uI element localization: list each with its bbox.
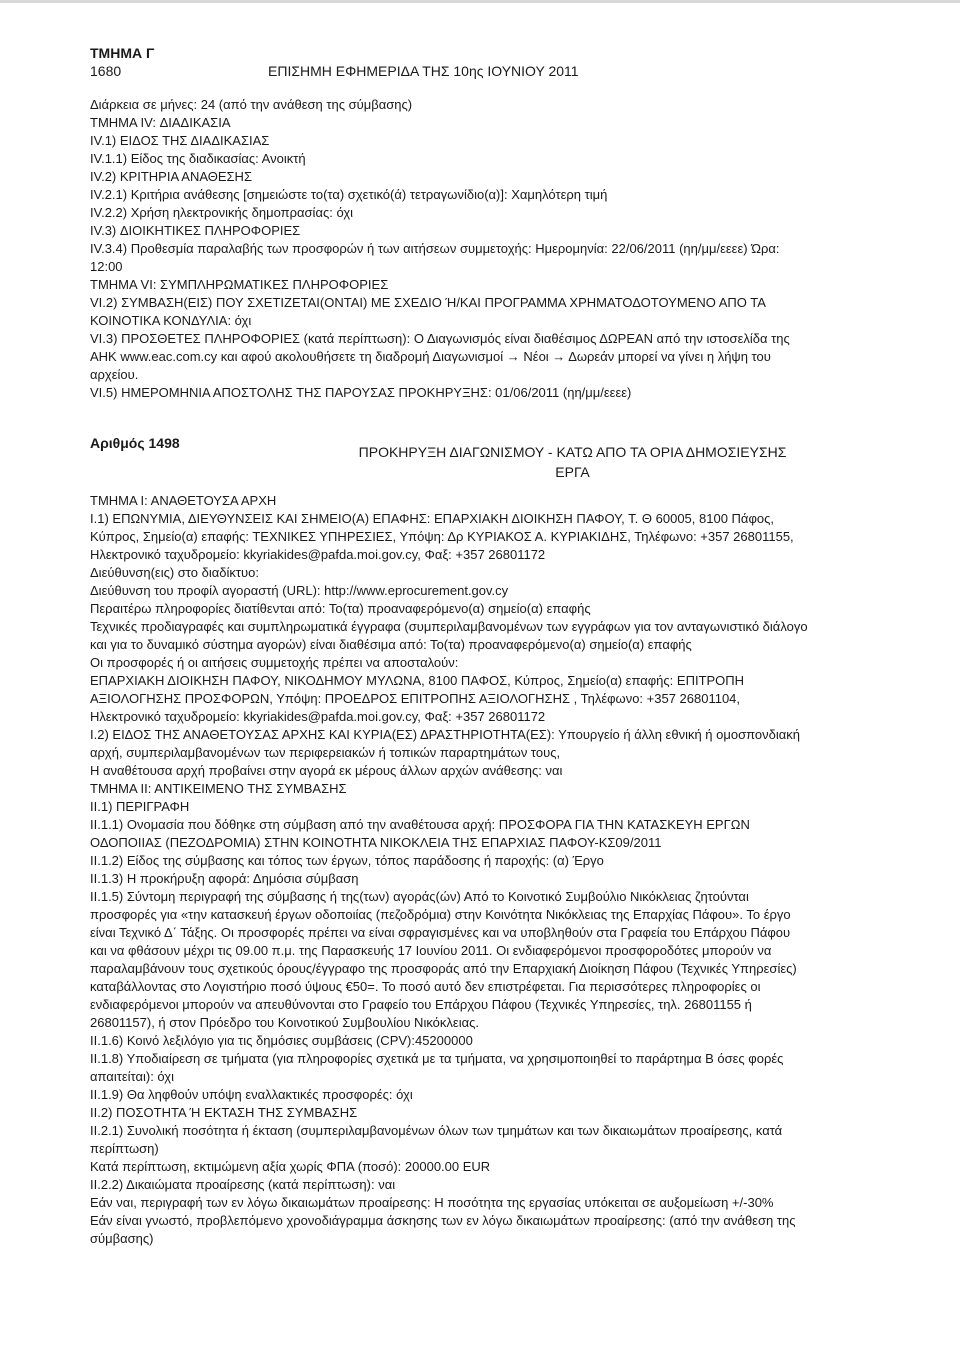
text-line: IV.2) ΚΡΙΤΗΡΙΑ ΑΝΑΘΕΣΗΣ [90,169,252,184]
text-line: ενδιαφερόμενοι μπορούν να απευθύνονται στο Γραφείο του Επάρχου Πάφου (Τεχνικές Υπηρεσίες, τηλ. 26801155 ή [90,997,752,1012]
notice-title-line-2: ΕΡΓΑ [555,464,590,480]
page-number: 1680 [90,63,122,79]
text-line: Ηλεκτρονικό ταχυδρομείο: kkyriakides@pafda.moi.gov.cy, Φαξ: +357 26801172 [90,709,546,724]
text-line: Ι.1) ΕΠΩΝΥΜΙΑ, ΔΙΕΥΘΥΝΣΕΙΣ ΚΑΙ ΣΗΜΕΙΟ(Α) ΕΠΑΦΗΣ: ΕΠΑΡΧΙΑΚΗ ΔΙΟΙΚΗΣΗ ΠΑΦΟΥ, Τ. Θ 60005, 8100 Πάφος, [90,511,774,526]
text-line: Οι προσφορές ή οι αιτήσεις συμμετοχής πρέπει να αποσταλούν: [90,655,459,670]
text-line: Εάν είναι γνωστό, προβλεπόμενο χρονοδιάγραμμα άσκησης των εν λόγω δικαιωμάτων προαίρεσης: (από την ανάθεση της [90,1213,796,1228]
text-line: ΑΗΚ www.eac.com.cy και αφού ακολουθήσετε τη διαδρομή Διαγωνισμοί → Νέοι → Δωρεάν μπορεί να γίνει η λήψη του [90,349,771,364]
text-line: ΤΜΗΜΑ VI: ΣΥΜΠΛΗΡΩΜΑΤΙΚΕΣ ΠΛΗΡΟΦΟΡΙΕΣ [90,277,389,292]
text-line: Διεύθυνση(εις) στο διαδίκτυο: [90,565,259,580]
text-line: ΙΙ.1.6) Κοινό λεξιλόγιο για τις δημόσιες συμβάσεις (CPV):45200000 [90,1033,473,1048]
text-line: IV.3.4) Προθεσμία παραλαβής των προσφορών ή των αιτήσεων συμμετοχής: Ημερομηνία: 22/06/2011 (ηη/μμ/εεεε) Ώρα: [90,241,780,256]
text-line: και να φθάσουν μέχρι τις 09.00 π.μ. της Παρασκευής 17 Ιουνίου 2011. Οι ενδιαφερόμενοι προσφοροδότες μπορούν να [90,943,772,958]
text-line: ΙΙ.1.1) Ονομασία που δόθηκε στη σύμβαση από την αναθέτουσα αρχή: ΠΡΟΣΦΟΡΑ ΓΙΑ ΤΗΝ ΚΑΤΑΣΚΕΥΗ ΕΡΓΩΝ [90,817,750,832]
notice-body [90,492,890,1248]
spacer [90,402,890,422]
text-line: VI.2) ΣΥΜΒΑΣΗ(ΕΙΣ) ΠΟΥ ΣΧΕΤΙΖΕΤΑΙ(ΟΝΤΑΙ) ΜΕ ΣΧΕΔΙΟ Ή/ΚΑΙ ΠΡΟΓΡΑΜΜΑ ΧΡΗΜΑΤΟΔΟΤΟΥΜΕΝΟ ΑΠΟ ΤΑ [90,295,766,310]
text-line: αρχείου. [90,367,139,382]
text-line: IV.2.2) Χρήση ηλεκτρονικής δημοπρασίας: όχι [90,205,354,220]
text-line: απαιτείται): όχι [90,1069,175,1084]
text-line: IV.1.1) Είδος της διαδικασίας: Ανοικτή [90,151,306,166]
section-mark: ΤΜΗΜΑ Γ [90,45,155,61]
text-line: ΟΔΟΠΟΙΙΑΣ (ΠΕΖΟΔΡΟΜΙΑ) ΣΤΗΝ ΚΟΙΝΟΤΗΤΑ ΝΙΚΟΚΛΕΙΑ ΤΗΣ ΕΠΑΡΧΙΑΣ ΠΑΦΟΥ-ΚΣ09/2011 [90,835,662,850]
text-line: 12:00 [90,259,123,274]
text-line: ΙΙ.1.5) Σύντομη περιγραφή της σύμβασης ή της(των) αγοράς(ών) Από το Κοινοτικό Συμβούλιο Νικόκλειας ζητούνται [90,889,749,904]
text-line: προσφορές για «την κατασκευή έργων οδοποιίας (πεζοδρόμια) στην Κοινότητα Νικόκλειας της Επαρχίας Πάφου». Το έργο [90,907,791,922]
text-line: Κατά περίπτωση, εκτιμώμενη αξία χωρίς ΦΠΑ (ποσό): 20000.00 EUR [90,1159,491,1174]
text-line: ΑΞΙΟΛΟΓΗΣΗΣ ΠΡΟΣΦΟΡΩΝ, Υπόψη: ΠΡΟΕΔΡΟΣ ΕΠΙΤΡΟΠΗΣ ΑΞΙΟΛΟΓΗΣΗΣ , Τηλέφωνο: +357 26801104, [90,691,741,706]
text-line: ΙΙ.1.2) Είδος της σύμβασης και τόπος των έργων, τόπος παράδοσης ή παροχής: (α) Έργο [90,853,604,868]
text-line: VI.3) ΠΡΟΣΘΕΤΕΣ ΠΛΗΡΟΦΟΡΙΕΣ (κατά περίπτωση): Ο Διαγωνισμός είναι διαθέσιμος ΔΩΡΕΑΝ από την ιστοσελίδα της [90,331,790,346]
text-line: IV.1) ΕΙΔΟΣ ΤΗΣ ΔΙΑΔΙΚΑΣΙΑΣ [90,133,270,148]
text-line: ΙΙ.2.2) Δικαιώματα προαίρεσης (κατά περίπτωση): ναι [90,1177,396,1192]
text-line: περίπτωση) [90,1141,159,1156]
text-line: ΙΙ.2.1) Συνολική ποσότητα ή έκταση (συμπεριλαμβανομένων όλων των τμημάτων και των δικαιωμάτων προαίρεσης, κατά [90,1123,783,1138]
text-line: ΙΙ.2) ΠΟΣΟΤΗΤΑ Ή ΕΚΤΑΣΗ ΤΗΣ ΣΥΜΒΑΣΗΣ [90,1105,358,1120]
text-line: αρχή, συμπεριλαμβανομένων των περιφερειακών ή τοπικών παραρτημάτων τους, [90,745,561,760]
text-line: σύμβασης) [90,1231,154,1246]
text-line: Διάρκεια σε μήνες: 24 (από την ανάθεση της σύμβασης) [90,97,413,112]
text-line: ΚΟΙΝΟΤΙΚΑ ΚΟΝΔΥΛΙΑ: όχι [90,313,252,328]
text-line: ΙΙ.1) ΠΕΡΙΓΡΑΦΗ [90,799,190,814]
page-header [90,62,890,80]
text-line: παραλαμβάνουν τους σχετικούς όρους/έγγραφο της προσφοράς από την Επαρχιακή Διοίκηση Πάφου (Τεχνικές Υπηρεσίες) [90,961,797,976]
text-line: IV.3) ΔΙΟΙΚΗΤΙΚΕΣ ΠΛΗΡΟΦΟΡΙΕΣ [90,223,301,238]
text-line: ΕΠΑΡΧΙΑΚΗ ΔΙΟΙΚΗΣΗ ΠΑΦΟΥ, ΝΙΚΟΔΗΜΟΥ ΜΥΛΩΝΑ, 8100 ΠΑΦΟΣ, Κύπρος, Σημείο(α) επαφής: ΕΠΙΤΡΟΠΗ [90,673,745,688]
text-line: Εάν ναι, περιγραφή των εν λόγω δικαιωμάτων προαίρεσης: Η ποσότητα της εργασίας υπόκειται σε αυξομείωση +/-30% [90,1195,774,1210]
text-line: Η αναθέτουσα αρχή προβαίνει στην αγορά εκ μέρους άλλων αρχών ανάθεσης: ναι [90,763,563,778]
notice-header [90,434,890,482]
text-line: Διεύθυνση του προφίλ αγοραστή (URL): http://www.eprocurement.gov.cy [90,583,509,598]
text-line: IV.2.1) Κριτήρια ανάθεσης [σημειώστε το(τα) σχετικό(ά) τετραγωνίδιο(α)]: Χαμηλότερη τιμή [90,187,608,202]
text-line: Κύπρος, Σημείο(α) επαφής: ΤΕΧΝΙΚΕΣ ΥΠΗΡΕΣΙΕΣ, Υπόψη: Δρ ΚΥΡΙΑΚΟΣ Α. ΚΥΡΙΑΚΙΔΗΣ, Τηλέφωνο: +357 26801155, [90,529,794,544]
text-line: ΤΜΗΜΑ IV: ΔΙΑΔΙΚΑΣΙΑ [90,115,231,130]
text-line: είναι Τεχνικό Δ΄ Τάξης. Οι προσφορές πρέπει να είναι σφραγισμένες και να υποβληθούν στα Γραφεία του Επάρχου Πάφου [90,925,791,940]
text-line: ΙΙ.1.9) Θα ληφθούν υπόψη εναλλακτικές προσφορές: όχι [90,1087,413,1102]
running-head: ΕΠΙΣΗΜΗ ΕΦΗΜΕΡΙΔΑ ΤΗΣ 10ης ΙΟΥΝΙΟΥ 2011 [268,63,579,79]
text-line: ΙΙ.1.3) Η προκήρυξη αφορά: Δημόσια σύμβαση [90,871,359,886]
text-line: Τεχνικές προδιαγραφές και συμπληρωματικά έγγραφα (συμπεριλαμβανομένων των εγγράφων για τον ανταγωνιστικό διάλογο [90,619,808,634]
notice-title [255,434,890,482]
text-line: Ι.2) ΕΙΔΟΣ ΤΗΣ ΑΝΑΘΕΤΟΥΣΑΣ ΑΡΧΗΣ ΚΑΙ ΚΥΡΙΑ(ΕΣ) ΔΡΑΣΤΗΡΙΟΤΗΤΑ(ΕΣ): Υπουργείο ή άλλη εθνική ή ομοσπονδιακή [90,727,801,742]
text-line: Ηλεκτρονικό ταχυδρομείο: kkyriakides@pafda.moi.gov.cy, Φαξ: +357 26801172 [90,547,546,562]
text-line: ΤΜΗΜΑ Ι: ΑΝΑΘΕΤΟΥΣΑ ΑΡΧΗ [90,493,277,508]
text-line: ΙΙ.1.8) Υποδιαίρεση σε τμήματα (για πληροφορίες σχετικά με τα τμήματα, να χρησιμοποιηθεί το παράρτημα Β όσες φορές [90,1051,784,1066]
text-line: Περαιτέρω πληροφορίες διατίθενται από: Το(τα) προαναφερόμενο(α) σημείο(α) επαφής [90,601,591,616]
text-line: και για το δυναμικό σύστημα αγορών) είναι διαθέσιμα από: Το(τα) προαναφερόμενο(α) σημείο(α) επαφής [90,637,692,652]
text-line: ΤΜΗΜΑ ΙΙ: ΑΝΤΙΚΕΙΜΕΝΟ ΤΗΣ ΣΥΜΒΑΣΗΣ [90,781,347,796]
text-line: 26801157), ή στον Πρόεδρο του Κοινοτικού Συμβουλίου Νικόκλειας. [90,1015,479,1030]
previous-notice [90,96,890,402]
text-line: VI.5) ΗΜΕΡΟΜΗΝΙΑ ΑΠΟΣΤΟΛΗΣ ΤΗΣ ΠΑΡΟΥΣΑΣ ΠΡΟΚΗΡΥΞΗΣ: 01/06/2011 (ηη/μμ/εεεε) [90,385,632,400]
notice-title-line-1: ΠΡΟΚΗΡΥΞΗ ΔΙΑΓΩΝΙΣΜΟΥ - ΚΑΤΩ ΑΠΟ ΤΑ ΟΡΙΑ ΔΗΜΟΣΙΕΥΣΗΣ [358,444,787,460]
notice-number: Αριθμός 1498 [90,435,180,451]
text-line: καταβάλλοντας στο Λογιστήριο ποσό ύψους €50=. Το ποσό αυτό δεν επιστρέφεται. Για περισσότερες πληροφορίες οι [90,979,761,994]
spacer [90,482,890,492]
